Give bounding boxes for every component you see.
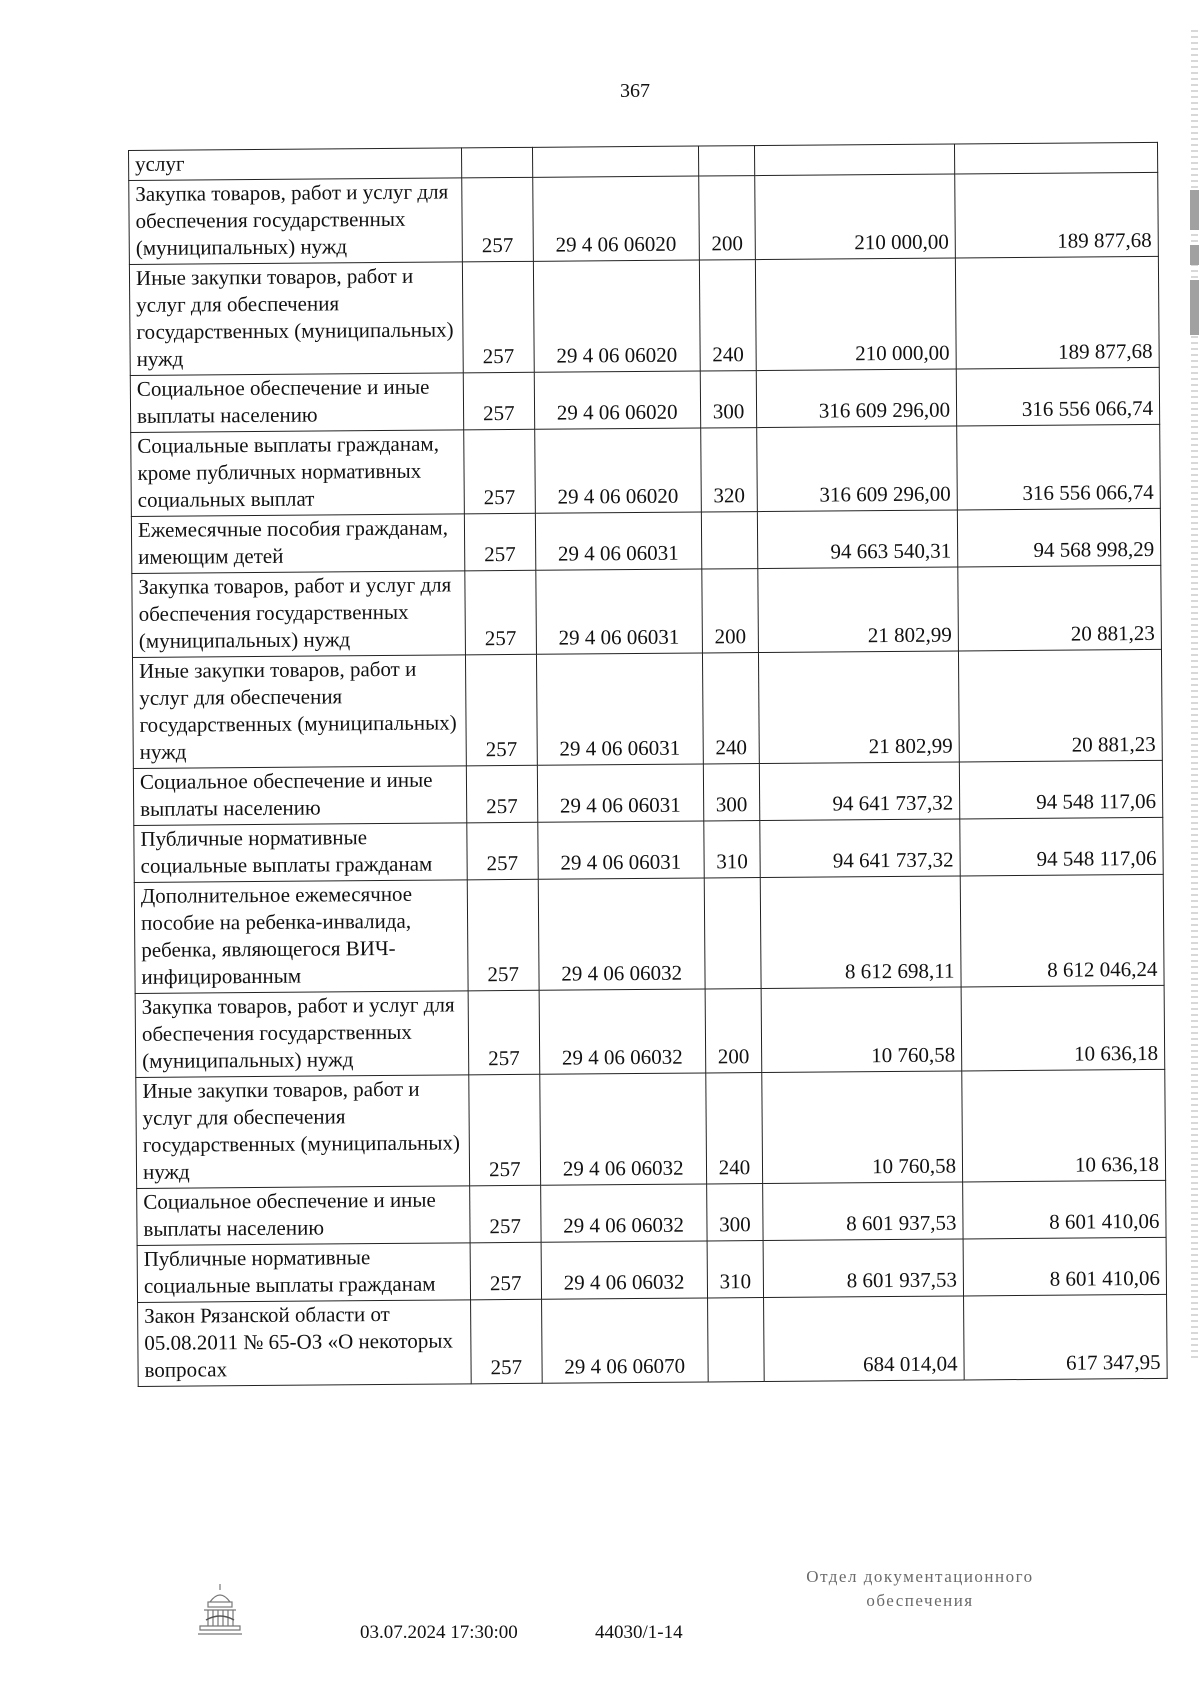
row-expense-type-cell: 240 (702, 653, 760, 764)
row-target-article-cell: 29 4 06 06032 (540, 1184, 706, 1242)
row-gov-code-cell: 257 (464, 429, 536, 514)
page-number: 367 (620, 80, 650, 102)
row-expense-type-cell (704, 878, 762, 989)
row-target-article-cell: 29 4 06 06020 (534, 428, 701, 513)
row-executed-amount-cell (954, 142, 1157, 174)
row-gov-code-cell: 257 (462, 261, 534, 373)
row-gov-code-cell: 257 (468, 990, 540, 1075)
row-expense-type-cell: 310 (703, 821, 760, 878)
row-gov-code-cell: 257 (463, 372, 534, 430)
row-target-article-cell: 29 4 06 06032 (541, 1241, 707, 1299)
row-target-article-cell: 29 4 06 06031 (536, 569, 703, 654)
row-gov-code-cell: 257 (465, 654, 537, 766)
row-planned-amount-cell: 21 802,99 (759, 651, 960, 764)
row-executed-amount-cell: 316 556 066,74 (956, 367, 1159, 426)
row-planned-amount-cell: 94 641 737,32 (760, 762, 960, 821)
row-target-article-cell: 29 4 06 06031 (537, 764, 703, 822)
row-target-article-cell: 29 4 06 06020 (534, 371, 700, 429)
row-name-cell: Социальное обеспечение и иные выплаты населению (137, 1186, 470, 1246)
row-planned-amount-cell: 210 000,00 (756, 258, 957, 371)
row-name-cell: Дополнительное ежемесячное пособие на ребенка-инвалида, ребенка, являющегося ВИЧ-инфицированным (134, 880, 468, 994)
row-expense-type-cell: 300 (703, 764, 760, 821)
row-name-cell: Публичные нормативные социальные выплаты гражданам (134, 823, 467, 883)
row-target-article-cell: 29 4 06 06031 (538, 821, 704, 879)
row-target-article-cell: 29 4 06 06031 (535, 512, 701, 570)
row-name-cell: Закупка товаров, работ и услуг для обеспечения государственных (муниципальных) нужд (135, 991, 468, 1078)
row-target-article-cell (532, 146, 698, 177)
row-executed-amount-cell: 8 612 046,24 (960, 874, 1164, 987)
row-target-article-cell: 29 4 06 06020 (532, 176, 699, 261)
row-planned-amount-cell (755, 144, 955, 176)
row-name-cell: Социальное обеспечение и иные выплаты населению (133, 766, 466, 826)
row-planned-amount-cell: 316 609 296,00 (757, 369, 957, 428)
row-planned-amount-cell: 21 802,99 (758, 567, 958, 653)
row-gov-code-cell: 257 (470, 1242, 541, 1300)
department-stamp (770, 1565, 1070, 1613)
row-target-article-cell: 29 4 06 06032 (540, 1073, 707, 1185)
row-executed-amount-cell: 10 636,18 (961, 985, 1165, 1071)
row-executed-amount-cell: 8 601 410,06 (963, 1237, 1166, 1296)
row-expense-type-cell (707, 1298, 764, 1382)
row-gov-code-cell: 257 (469, 1074, 541, 1186)
stamp-line-1: Отдел документационного (806, 1567, 1034, 1586)
row-name-cell: Социальные выплаты гражданам, кроме публичных нормативных социальных выплат (131, 430, 464, 517)
scan-edge-artifact (1191, 30, 1198, 1360)
row-gov-code-cell: 257 (462, 177, 534, 262)
table-row (132, 649, 1162, 768)
row-planned-amount-cell: 8 601 937,53 (763, 1182, 963, 1241)
table-row (137, 1237, 1166, 1302)
row-planned-amount-cell: 94 641 737,32 (760, 819, 960, 878)
table-row (131, 508, 1160, 573)
table-row (129, 172, 1159, 264)
row-name-cell: Закупка товаров, работ и услуг для обеспечения государственных (муниципальных) нужд (132, 571, 465, 658)
row-expense-type-cell: 300 (700, 371, 757, 428)
row-gov-code-cell: 257 (469, 1185, 540, 1243)
row-planned-amount-cell: 10 760,58 (762, 1071, 963, 1184)
row-executed-amount-cell: 189 877,68 (955, 256, 1159, 369)
row-target-article-cell: 29 4 06 06031 (536, 653, 703, 765)
table-row (133, 760, 1162, 825)
row-expense-type-cell: 240 (699, 260, 757, 371)
table-row (138, 1294, 1168, 1386)
row-gov-code-cell (461, 147, 532, 178)
row-name-cell: Публичные нормативные социальные выплаты гражданам (137, 1243, 470, 1303)
row-planned-amount-cell: 684 014,04 (764, 1296, 964, 1382)
table-row (131, 424, 1161, 516)
row-executed-amount-cell: 8 601 410,06 (963, 1180, 1166, 1239)
row-expense-type-cell (701, 512, 758, 569)
budget-table (128, 142, 1168, 1387)
row-expense-type-cell: 240 (705, 1073, 763, 1184)
table-row (137, 1180, 1166, 1245)
row-name-cell: Иные закупки товаров, работ и услуг для обеспечения государственных (муниципальных) нужд (129, 262, 463, 376)
table-row (134, 874, 1164, 993)
stamp-line-2: обеспечения (866, 1591, 974, 1610)
table-row (132, 565, 1162, 657)
row-name-cell: Иные закупки товаров, работ и услуг для обеспечения государственных (муниципальных) нужд (132, 655, 466, 769)
row-expense-type-cell: 200 (705, 989, 762, 1073)
row-target-article-cell: 29 4 06 06032 (539, 989, 706, 1074)
row-name-cell: Иные закупки товаров, работ и услуг для обеспечения государственных (муниципальных) нужд (136, 1075, 470, 1189)
row-target-article-cell: 29 4 06 06032 (538, 878, 705, 990)
row-executed-amount-cell: 94 548 117,06 (959, 760, 1162, 819)
row-planned-amount-cell: 210 000,00 (755, 174, 955, 260)
row-planned-amount-cell: 94 663 540,31 (758, 510, 958, 569)
table-row (134, 817, 1163, 882)
row-name-cell: Ежемесячные пособия гражданам, имеющим детей (131, 514, 464, 574)
table-row (129, 256, 1159, 375)
row-gov-code-cell: 257 (466, 765, 537, 823)
row-executed-amount-cell: 94 548 117,06 (960, 817, 1163, 876)
row-target-article-cell: 29 4 06 06020 (533, 260, 700, 372)
row-executed-amount-cell: 189 877,68 (955, 172, 1159, 258)
table-body (129, 142, 1168, 1386)
footer-registration-number: 44030/1-14 (595, 1622, 683, 1643)
row-expense-type-cell: 320 (700, 428, 757, 512)
row-name-cell: Социальное обеспечение и иные выплаты населению (130, 373, 463, 433)
row-name-cell: услуг (129, 148, 462, 181)
row-gov-code-cell: 257 (467, 879, 539, 991)
row-executed-amount-cell: 316 556 066,74 (957, 424, 1161, 510)
row-executed-amount-cell: 20 881,23 (958, 565, 1162, 651)
footer-datetime: 03.07.2024 17:30:00 (360, 1622, 518, 1643)
row-expense-type-cell: 300 (706, 1184, 763, 1241)
row-planned-amount-cell: 10 760,58 (761, 987, 961, 1073)
row-target-article-cell: 29 4 06 06070 (541, 1298, 708, 1383)
row-expense-type-cell: 200 (701, 569, 758, 653)
table-row (136, 1069, 1166, 1188)
row-planned-amount-cell: 316 609 296,00 (757, 426, 957, 512)
table-row (130, 367, 1159, 432)
row-planned-amount-cell: 8 612 698,11 (761, 876, 962, 989)
row-executed-amount-cell: 94 568 998,29 (957, 508, 1160, 567)
row-name-cell: Закупка товаров, работ и услуг для обеспечения государственных (муниципальных) нужд (129, 178, 462, 265)
row-gov-code-cell: 257 (467, 822, 538, 880)
row-gov-code-cell: 257 (465, 570, 537, 655)
row-name-cell: Закон Рязанской области от 05.08.2011 № 65-ОЗ «О некоторых вопросах (138, 1300, 471, 1387)
duma-building-logo-icon (196, 1580, 244, 1640)
row-expense-type-cell (698, 146, 755, 176)
row-expense-type-cell: 200 (698, 176, 755, 260)
row-executed-amount-cell: 617 347,95 (964, 1294, 1168, 1380)
row-gov-code-cell: 257 (464, 513, 535, 571)
row-executed-amount-cell: 10 636,18 (962, 1069, 1166, 1182)
row-executed-amount-cell: 20 881,23 (958, 649, 1162, 762)
row-planned-amount-cell: 8 601 937,53 (763, 1239, 963, 1298)
row-expense-type-cell: 310 (707, 1241, 764, 1298)
row-gov-code-cell: 257 (470, 1299, 542, 1384)
table-row (135, 985, 1165, 1077)
